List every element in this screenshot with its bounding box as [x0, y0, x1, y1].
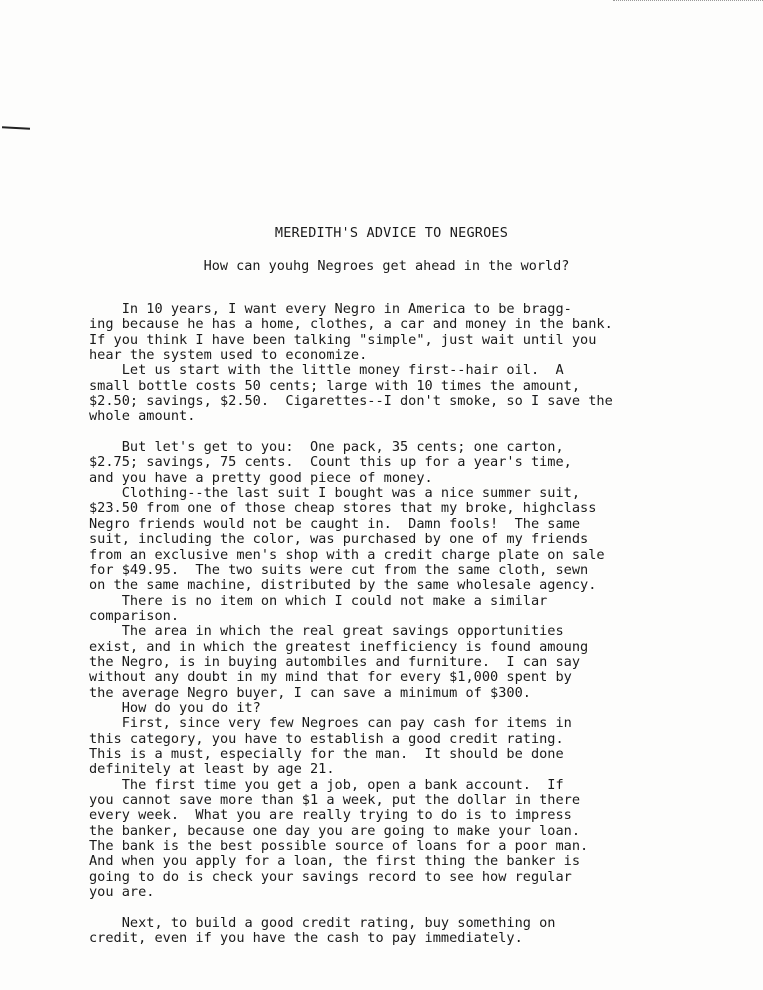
text-line: $2.75; savings, 75 cents. Count this up for a year's time,: [89, 454, 572, 471]
paper-edge-scuff: [613, 0, 763, 7]
text-line: small bottle costs 50 cents; large with 10 times the amount,: [89, 377, 581, 394]
text-line: this category, you have to establish a good credit rating.: [89, 730, 564, 747]
text-line: Clothing--the last suit I bought was a nice summer suit,: [89, 485, 581, 502]
text-line: ing because he has a home, clothes, a car and money in the bank.: [89, 316, 613, 333]
text-line: Negro friends would not be caught in. Damn fools! The same: [89, 515, 581, 532]
document-title: MEREDITH'S ADVICE TO NEGROES: [274, 225, 509, 241]
text-line: If you think I have been talking "simple", just wait until you: [89, 331, 597, 348]
document-subtitle: How can youhg Negroes get ahead in the world?: [203, 258, 570, 274]
text-line: without any doubt in my mind that for every $1,000 spent by: [89, 669, 572, 686]
text-line: hear the system used to economize.: [89, 347, 368, 364]
text-line: suit, including the color, was purchased by one of my friends: [89, 531, 589, 548]
document-body: [89, 302, 679, 946]
text-line: This is a must, especially for the man. It should be done: [89, 745, 564, 762]
text-line: $23.50 from one of those cheap stores that my broke, highclass: [89, 500, 597, 517]
text-line: whole amount.: [89, 408, 196, 425]
text-line: the average Negro buyer, I can save a minimum of $300.: [89, 684, 531, 701]
text-line: definitely at least by age 21.: [89, 761, 335, 778]
text-line: The first time you get a job, open a bank account. If: [89, 776, 564, 793]
text-line: you are.: [89, 884, 155, 901]
text-line: First, since very few Negroes can pay cash for items in: [89, 715, 572, 732]
text-line: How do you do it?: [89, 699, 261, 716]
text-line: going to do is check your savings record to see how regular: [89, 868, 572, 885]
text-line: The bank is the best possible source of loans for a poor man.: [89, 838, 589, 855]
text-line: on the same machine, distributed by the same wholesale agency.: [89, 577, 597, 594]
text-line: and you have a pretty good piece of money.: [89, 469, 433, 486]
text-line: There is no item on which I could not make a similar: [89, 592, 548, 609]
text-line: exist, and in which the greatest inefficiency is found amoung: [89, 638, 589, 655]
text-line: credit, even if you have the cash to pay immediately.: [89, 930, 523, 947]
text-line: And when you apply for a loan, the first thing the banker is: [89, 853, 581, 870]
text-line: But let's get to you: One pack, 35 cents; one carton,: [89, 439, 564, 456]
text-line: $2.50; savings, $2.50. Cigarettes--I don't smoke, so I save the: [89, 393, 613, 410]
paragraph-gap: [89, 425, 679, 440]
text-line: for $49.95. The two suits were cut from the same cloth, sewn: [89, 561, 589, 578]
text-line: Next, to build a good credit rating, buy something on: [89, 914, 556, 931]
text-line: comparison.: [89, 607, 180, 624]
paragraph-gap: [89, 900, 679, 915]
text-line: Let us start with the little money first--hair oil. A: [89, 362, 564, 379]
text-line: The area in which the real great savings opportunities: [89, 623, 564, 640]
text-line: every week. What you are really trying to do is to impress: [89, 807, 572, 824]
margin-pen-mark: [2, 126, 30, 129]
text-line: In 10 years, I want every Negro in America to be bragg-: [89, 301, 572, 317]
text-line: you cannot save more than $1 a week, put the dollar in there: [89, 792, 581, 808]
text-line: the banker, because one day you are going to make your loan.: [89, 822, 581, 839]
text-line: the Negro, is in buying autombiles and furniture. I can say: [89, 653, 581, 670]
text-line: from an exclusive men's shop with a credit charge plate on sale: [89, 546, 605, 563]
